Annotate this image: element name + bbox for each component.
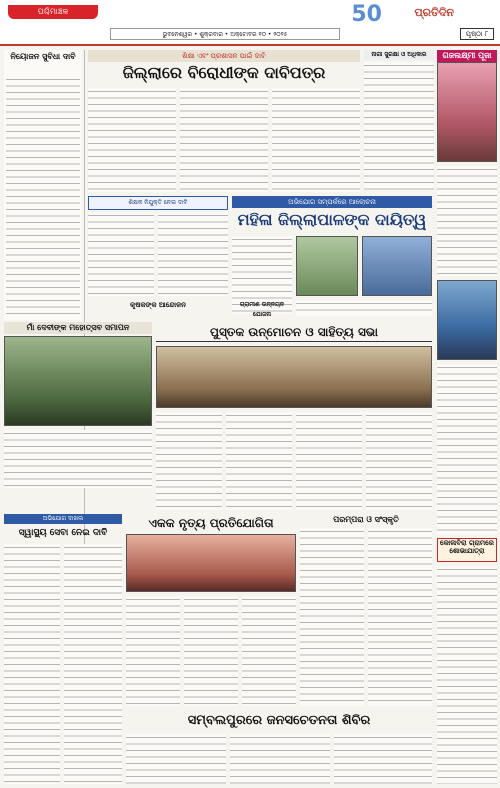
section-badge: ପଶ୍ଚିମାଞ୍ଚଳ [8,5,98,19]
puja-photo [437,62,497,162]
top-article-col2 [180,88,268,192]
mid-headline: ମହିଳା ଜିଲ୍ଲାପାଳଙ୍କ ଦାୟିତ୍ୱ [237,210,427,229]
mid-photo-2 [362,236,432,296]
mid-caption-text [296,300,432,316]
dance-article-col2 [184,596,238,706]
mid-photo-1 [296,236,358,296]
dance-article-col1 [126,596,180,706]
mid-article-col2 [158,212,228,296]
bottom-right-headline: କୋଳାବିରା ଗ୍ରାମରେ ଶୋଭାଯାତ୍ରା [437,538,497,562]
puja-photo-2 [437,280,497,360]
dharna-col1 [126,734,226,784]
book-release-photo [156,346,432,408]
bottom-left-headline: ସ୍ୱାସ୍ଥ୍ୟ ସେବା ନେଇ ଦାବି [18,528,108,538]
mid-left-headline: ଶିକ୍ଷକ ନିଯୁକ୍ତି ନେଇ ଦାବି [88,196,228,210]
puja-article-text [437,166,497,276]
dateline: ଭୁବନେଶ୍ୱର • ଶୁକ୍ରବାର • ଅକ୍ଟୋବର ୧୦ • ୨୦୨୫ [110,28,340,40]
page-number: ପୃଷ୍ଠା ୮ [460,28,494,40]
bottom-left-strip: ଅଭିଯୋଗ ଦାଖଲ [4,514,122,524]
newspaper-brand: ପ୍ରତିଦିନ [414,6,454,19]
mid-bottom-col2 [368,528,432,706]
dharna-col2 [230,734,330,784]
mid-article-col1 [88,212,154,296]
top-article-col3 [272,88,360,192]
dance-article-col3 [242,596,296,706]
dance-photo [126,534,296,592]
mid-sub-headline-2: ଗ୍ରାମୀଣ ଉନ୍ନୟନ ଯୋଜନା [239,301,285,318]
book-article-col2 [226,412,292,510]
masthead [0,0,500,46]
top-headline: ଜିଲ୍ଲାରେ ବିରୋଧୀଙ୍କ ଦାବିପତ୍ର [122,63,326,82]
book-article-col4 [366,412,432,510]
mid-strip: ଅଭିଯୋଗ ସମ୍ପର୍କରେ ଆଲୋଚନା [232,196,432,208]
right-headline: ନାରୀ ସୁରକ୍ଷା ଓ ଅଧିକାର [364,50,434,60]
top-kicker: ଶିକ୍ଷା ଏବଂ ପ୍ରଶାସନ ପାଇଁ ଦାବି [88,50,360,62]
book-headline: ପୁସ୍ତକ ଉନ୍ମୋଚନ ଓ ସାହିତ୍ୟ ସଭା [156,322,432,342]
gajalaxmi-title: ଗଜଲକ୍ଷ୍ମୀ ପୂଜା [437,50,497,62]
puja-article-text-2 [437,364,497,534]
festival-article-text [4,430,152,488]
left-headline: ନିୟୋଜନ ସୁବିଧା ଦାବି [10,52,76,61]
top-article-col1 [88,88,176,192]
mid-sub-headline-1: କୃଷକଙ୍କ ଆନ୍ଦୋଳନ [130,301,186,309]
bottom-left-col2 [64,544,122,784]
mid-bottom-headline: ପରମ୍ପରା ଓ ସଂସ୍କୃତି [333,515,399,524]
mid-bottom-col1 [300,528,364,706]
dance-headline: ଏକକ ନୃତ୍ୟ ପ୍ରତିଯୋଗିତା [148,516,274,530]
left-article-text [6,76,80,316]
book-article-col1 [156,412,222,510]
dharna-headline: ସମ୍ବଲପୁରରେ ଜନସଚେତନତା ଶିବିର [187,713,371,728]
right-article-text [364,62,434,190]
festival-photo [4,336,152,426]
bottom-left-col1 [4,544,60,784]
anniversary-logo: 50 [351,2,382,27]
dharna-col3 [334,734,432,784]
bottom-right-text [437,566,497,784]
book-left-headline: ମାଁ ଦେବୀଙ୍କ ମହୋତ୍ସବ ସମାପନ [4,322,152,334]
book-article-col3 [296,412,362,510]
left-column-top [4,50,82,320]
